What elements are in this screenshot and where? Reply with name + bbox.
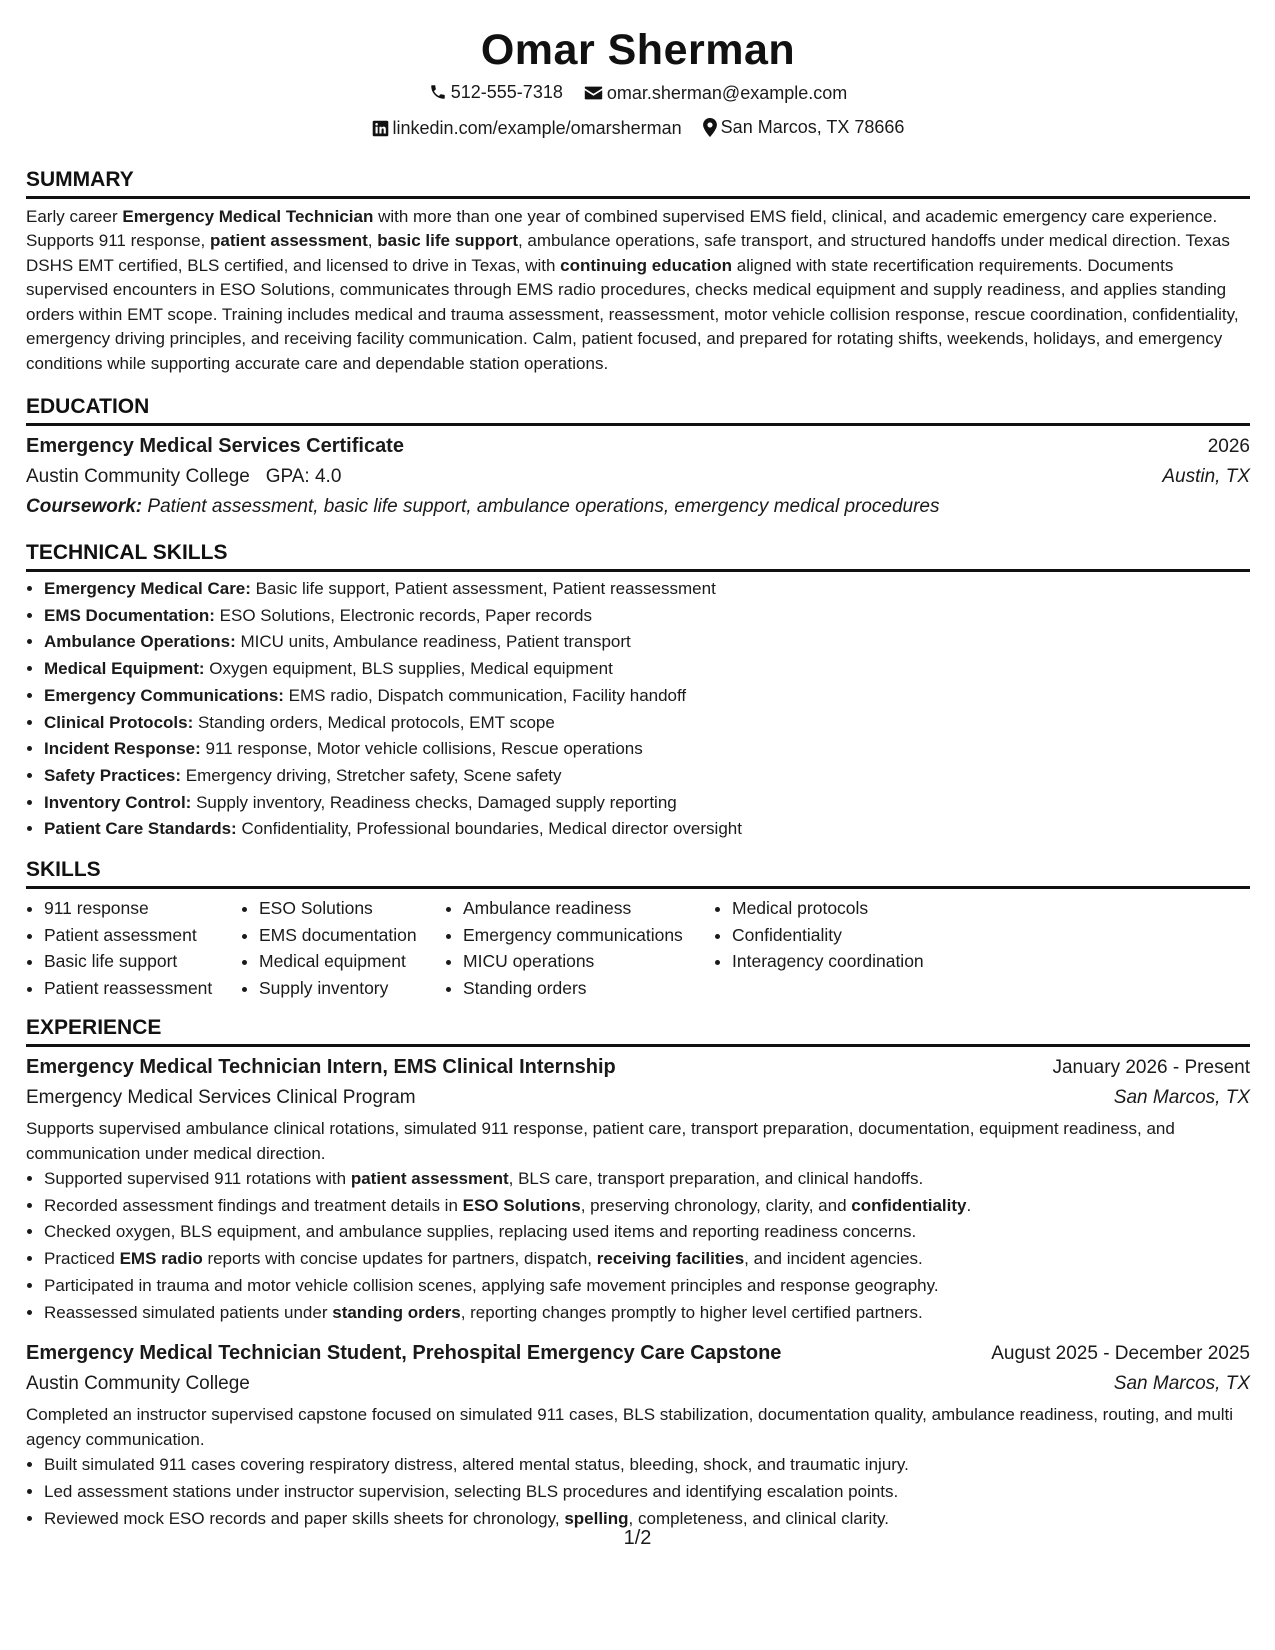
skills-column [714, 895, 992, 1001]
map-pin-icon [703, 118, 717, 137]
technical-skill-label: Emergency Communications: [44, 685, 284, 705]
skill-item: • Standing orders [463, 975, 714, 1002]
job-dates: January 2026 - Present [1052, 1057, 1250, 1079]
job-bullet-segment-text: Practiced [44, 1249, 120, 1269]
experience-list [26, 1052, 1250, 1532]
skills-column [26, 895, 241, 1001]
skills-heading: SKILLS [26, 857, 1250, 889]
email-contact[interactable] [584, 81, 847, 105]
linkedin-icon [372, 120, 389, 137]
job-bullet-segment-text: Led assessment stations under instructor supervision, selecting BLS procedures and identifying escalation points. [44, 1481, 899, 1501]
technical-skill-item [44, 683, 1250, 710]
summary-heading: SUMMARY [26, 167, 1250, 199]
job-description: Supports supervised ambulance clinical rotations, simulated 911 response, patient care, transport preparation, documentation, equipment readiness, and communication under medical direction. [26, 1119, 1175, 1163]
job-bullet-segment-bold: receiving facilities [596, 1249, 745, 1269]
summary-paragraph [26, 205, 1250, 377]
skill-item: • ESO Solutions [259, 895, 445, 922]
skill-item: • Interagency coordination [732, 948, 992, 975]
job-bullet [44, 1452, 1250, 1479]
summary-segment-text: , ambulance operations, safe transport, and structured handoffs under medical direction. Texas DSHS EMT certified, BLS certified, and licensed to drive in Texas, with [26, 231, 1230, 275]
summary-segment-bold: Emergency Medical Technician [122, 206, 374, 226]
coursework-label: Coursework: [26, 496, 143, 517]
job-location: San Marcos, TX [1113, 1087, 1250, 1109]
technical-skill-label: Emergency Medical Care: [44, 579, 251, 598]
job-bullet-segment-text: Supported supervised 911 rotations with [44, 1169, 351, 1189]
job-bullet [44, 1166, 1250, 1193]
gpa: GPA: 4.0 [265, 466, 342, 487]
job-bullet-segment-text: . [966, 1195, 972, 1215]
job-bullet-segment-text: reports with concise updates for partners, dispatch, [202, 1249, 597, 1269]
job-header-row [26, 1052, 1250, 1083]
education-location: Austin, TX [1162, 466, 1250, 487]
job-entry [26, 1052, 1250, 1326]
phone-number: 512-555-7318 [450, 82, 563, 102]
technical-skill-label: Medical Equipment: [44, 659, 205, 679]
technical-skill-text: EMS radio, Dispatch communication, Facility handoff [283, 685, 687, 705]
phone-icon [429, 83, 447, 101]
page-number: 1/2 [623, 1527, 652, 1549]
job-org-row [26, 1369, 1250, 1399]
skill-item: • EMS documentation [259, 922, 445, 949]
job-bullet-segment-text: , preserving chronology, clarity, and [580, 1195, 852, 1215]
job-header-row [26, 1338, 1250, 1369]
technical-skill-text: 911 response, Motor vehicle collisions, Rescue operations [200, 739, 643, 759]
job-organization: Emergency Medical Services Clinical Program [26, 1087, 416, 1109]
job-bullet-segment-text: , completeness, and clinical clarity. [628, 1508, 890, 1528]
job-bullet-segment-text: Reviewed mock ESO records and paper skills sheets for chronology, [44, 1508, 565, 1528]
job-bullet-segment-bold: standing orders [332, 1302, 461, 1322]
job-bullet [44, 1300, 1250, 1327]
technical-skill-text: Supply inventory, Readiness checks, Damaged supply reporting [191, 792, 677, 812]
job-bullet-segment-bold: spelling [564, 1508, 629, 1528]
technical-skill-item [44, 710, 1250, 737]
technical-skill-item [44, 629, 1250, 656]
technical-skill-item [44, 736, 1250, 763]
job-dates: August 2025 - December 2025 [991, 1343, 1250, 1365]
location-contact [703, 115, 905, 139]
job-bullets [26, 1166, 1250, 1326]
technical-skill-text: Standing orders, Medical protocols, EMT scope [193, 712, 555, 732]
linkedin-contact[interactable] [372, 116, 682, 140]
location-text: San Marcos, TX 78666 [720, 117, 905, 137]
education-row-1 [26, 431, 1250, 462]
technical-skill-item [44, 790, 1250, 817]
skills-column [241, 895, 445, 1001]
job-bullet-segment-text: , BLS care, transport preparation, and clinical handoffs. [508, 1169, 924, 1189]
education-heading: EDUCATION [26, 394, 1250, 426]
candidate-name: Omar Sherman [480, 26, 796, 74]
experience-heading: EXPERIENCE [26, 1015, 1250, 1047]
job-bullet-segment-bold: EMS radio [119, 1249, 203, 1269]
job-bullet-segment-text: Checked oxygen, BLS equipment, and ambulance supplies, replacing used items and reporting readiness concerns. [44, 1222, 917, 1242]
technical-skill-text: Emergency driving, Stretcher safety, Scene safety [181, 765, 562, 785]
technical-skill-item [44, 816, 1250, 843]
job-location: San Marcos, TX [1113, 1373, 1250, 1395]
job-bullet-segment-bold: confidentiality [851, 1195, 967, 1215]
contact-line-2 [26, 115, 1250, 143]
technical-skills-list [26, 576, 1250, 843]
job-org-row [26, 1083, 1250, 1113]
school-name-gpa [26, 462, 341, 492]
skill-item: • Patient reassessment [44, 975, 241, 1002]
summary-segment-bold: continuing education [560, 255, 733, 275]
job-bullet-segment-text: Built simulated 911 cases covering respiratory distress, altered mental status, bleeding, shock, and traumatic injury. [44, 1455, 909, 1475]
job-entry [26, 1338, 1250, 1532]
technical-skill-label: Safety Practices: [44, 765, 182, 785]
job-bullet-segment-text: , reporting changes promptly to higher level certified partners. [460, 1302, 923, 1322]
job-description: Completed an instructor supervised capstone focused on simulated 911 cases, BLS stabilization, documentation quality, ambulance readiness, routing, and multi agency communication. [26, 1405, 1234, 1449]
summary-segment-bold: patient assessment [209, 231, 368, 250]
summary-segment-text: with more than one year of combined supervised EMS field, clinical, and academic emergency care experience. Supports 911 response, [26, 206, 1218, 250]
technical-skill-item [44, 763, 1250, 790]
skill-item: • MICU operations [463, 948, 714, 975]
resume-page [26, 0, 1250, 1532]
job-bullet-segment-text: Reassessed simulated patients under [44, 1302, 333, 1322]
job-bullet [44, 1479, 1250, 1506]
job-role: Emergency Medical Technician Student, Prehospital Emergency Care Capstone [26, 1342, 782, 1365]
degree-title: Emergency Medical Services Certificate [26, 435, 404, 457]
skill-item: • Confidentiality [732, 922, 992, 949]
skill-item: • Medical protocols [732, 895, 992, 922]
technical-skill-label: Patient Care Standards: [44, 819, 237, 839]
technical-skill-label: Inventory Control: [44, 792, 192, 812]
coursework-line [26, 492, 1250, 522]
job-bullet-segment-text: , and incident agencies. [744, 1249, 923, 1269]
summary-segment-bold: basic life support [377, 231, 518, 250]
skill-item: • Emergency communications [463, 922, 714, 949]
job-bullet-segment-bold: patient assessment [350, 1169, 509, 1189]
job-bullet [44, 1219, 1250, 1246]
job-organization: Austin Community College [26, 1373, 250, 1395]
job-bullet-segment-text: Participated in trauma and motor vehicle collision scenes, applying safe movement principles and response geography. [44, 1275, 939, 1295]
school-name: Austin Community College [26, 466, 250, 487]
summary-segment-text: , [367, 231, 378, 250]
envelope-icon [584, 85, 603, 101]
technical-skills-heading: TECHNICAL SKILLS [26, 540, 1250, 572]
email-address[interactable]: omar.sherman@example.com [606, 83, 848, 103]
skills-column [445, 895, 714, 1001]
technical-skill-label: Incident Response: [44, 739, 201, 759]
technical-skill-label: Clinical Protocols: [44, 712, 194, 732]
skill-item: • Basic life support [44, 948, 241, 975]
technical-skill-text: MICU units, Ambulance readiness, Patient transport [235, 632, 631, 652]
linkedin-url[interactable]: linkedin.com/example/omarsherman [392, 118, 682, 138]
technical-skill-item [44, 576, 1250, 603]
technical-skill-label: Ambulance Operations: [44, 632, 236, 652]
technical-skill-text: Confidentiality, Professional boundaries, Medical director oversight [236, 819, 742, 839]
job-bullet-segment-text: Recorded assessment findings and treatment details in [44, 1195, 463, 1215]
job-bullet-segment-bold: ESO Solutions [462, 1195, 581, 1215]
skill-item: • 911 response [44, 895, 241, 922]
skill-item: • Supply inventory [259, 975, 445, 1002]
contact-line-1 [26, 80, 1250, 107]
summary-segment-text: aligned with state recertification requirements. Documents supervised encounters in ESO Solutions, communicates through EMS radio procedures, checks medical equipment and supply readiness, and applies standing orders within EMT scope. Training includes medical and trauma assessment, reassessment, motor vehicle collision response, rescue coordination, confidentiality, emergency driving principles, and receiving facility communication. Calm, patient focused, and prepared for rotating shifts, weekends, holidays, and emergency conditions while supporting accurate care and dependable station operations. [26, 255, 1239, 373]
summary-segment-text: Early career [26, 206, 123, 226]
skills-grid [26, 895, 1250, 1001]
job-bullets [26, 1452, 1250, 1532]
technical-skill-text: ESO Solutions, Electronic records, Paper records [214, 605, 592, 625]
technical-skill-label: EMS Documentation: [44, 605, 215, 625]
technical-skill-text: Oxygen equipment, BLS supplies, Medical equipment [204, 659, 613, 679]
job-role: Emergency Medical Technician Intern, EMS Clinical Internship [26, 1056, 616, 1079]
technical-skill-item [44, 656, 1250, 683]
technical-skill-item [44, 603, 1250, 630]
coursework-text: Patient assessment, basic life support, ambulance operations, emergency medical procedures [147, 496, 940, 517]
technical-skill-text: Basic life support, Patient assessment, Patient reassessment [250, 579, 716, 598]
skill-item: • Medical equipment [259, 948, 445, 975]
skill-item: • Ambulance readiness [463, 895, 714, 922]
education-row-2 [26, 462, 1250, 492]
job-bullet [44, 1246, 1250, 1273]
skill-item: • Patient assessment [44, 922, 241, 949]
job-bullet [44, 1193, 1250, 1220]
job-bullet [44, 1273, 1250, 1300]
phone-contact [429, 80, 563, 104]
education-year: 2026 [1207, 436, 1250, 457]
